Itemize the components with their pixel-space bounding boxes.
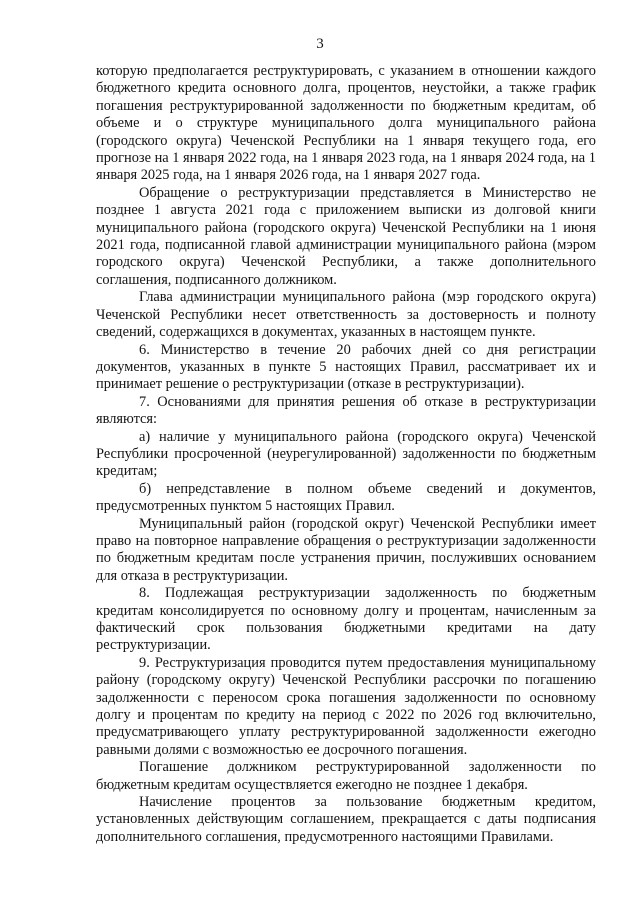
paragraph-repeat-application: Муниципальный район (городской округ) Чеченской Республики имеет право на повторное направление обращения о реструктуризации задолженности по бюджетным кредитам после устранения причин, послуживших основанием для отказа в реструктуризации. bbox=[96, 515, 596, 584]
paragraph-item-7a: а) наличие у муниципального района (городского округа) Чеченской Республики просроченной (неурегулированной) задолженности по бюджетным кредитам; bbox=[96, 428, 596, 480]
paragraph-continuation: которую предполагается реструктурировать, с указанием в отношении каждого бюджетного кредита основного долга, процентов, неустойки, а также график погашения реструктурированной задолженности по бюджетным кредитам, об объеме и о структуре муниципального долга муниципального района (городского округа) Чеченской Республики на 1 января текущего года, его прогнозе на 1 января 2022 года, на 1 января 2023 года, на 1 января 2024 года, на 1 января 2025 года, на 1 января 2026 года, на 1 января 2027 года. bbox=[96, 63, 596, 184]
paragraph-item-7: 7. Основаниями для принятия решения об отказе в реструктуризации являются: bbox=[96, 393, 596, 428]
paragraph-item-7b: б) непредставление в полном объеме сведений и документов, предусмотренных пунктом 5 настоящих Правил. bbox=[96, 480, 596, 515]
paragraph-repayment: Погашение должником реструктурированной задолженности по бюджетным кредитам осуществляется ежегодно не позднее 1 декабря. bbox=[96, 759, 596, 793]
paragraph-application-deadline: Обращение о реструктуризации представляется в Министерство не позднее 1 августа 2021 года с приложением выписки из долговой книги муниципального района (городского округа) Чеченской Республики на 1 июня 2021 года, подписанной главой администрации муниципального района (мэром городского округа) Чеченской Республики, а также дополнительного соглашения, подписанного должником. bbox=[96, 184, 596, 288]
paragraph-item-8: 8. Подлежащая реструктуризации задолженность по бюджетным кредитам консолидируется по основному долгу и процентам, начисленным за фактический срок пользования бюджетными кредитами на дату реструктуризации. bbox=[96, 585, 596, 654]
paragraph-item-9: 9. Реструктуризация проводится путем предоставления муниципальному району (городскому округу) Чеченской Республики рассрочки по погашению задолженности с переносом срока погашения задолженности по основному долгу и процентам по кредиту на период с 2022 по 2026 год включительно, предусматривающего уплату реструктурированной задолженности ежегодно равными долями с возможностью ее досрочного погашения. bbox=[96, 654, 596, 758]
document-body bbox=[96, 63, 596, 846]
paragraph-responsibility: Глава администрации муниципального района (мэр городского округа) Чеченской Республики несет ответственность за достоверность и полноту сведений, содержащихся в документах, указанных в настоящем пункте. bbox=[96, 289, 596, 341]
paragraph-interest: Начисление процентов за пользование бюджетным кредитом, установленных действующим соглашением, прекращается с даты подписания дополнительного соглашения, предусмотренного настоящими Правилами. bbox=[96, 794, 596, 845]
paragraph-item-6: 6. Министерство в течение 20 рабочих дней со дня регистрации документов, указанных в пункте 5 настоящих Правил, рассматривает их и принимает решение о реструктуризации (отказе в реструктуризации). bbox=[96, 341, 596, 393]
page-number: 3 bbox=[316, 36, 324, 52]
